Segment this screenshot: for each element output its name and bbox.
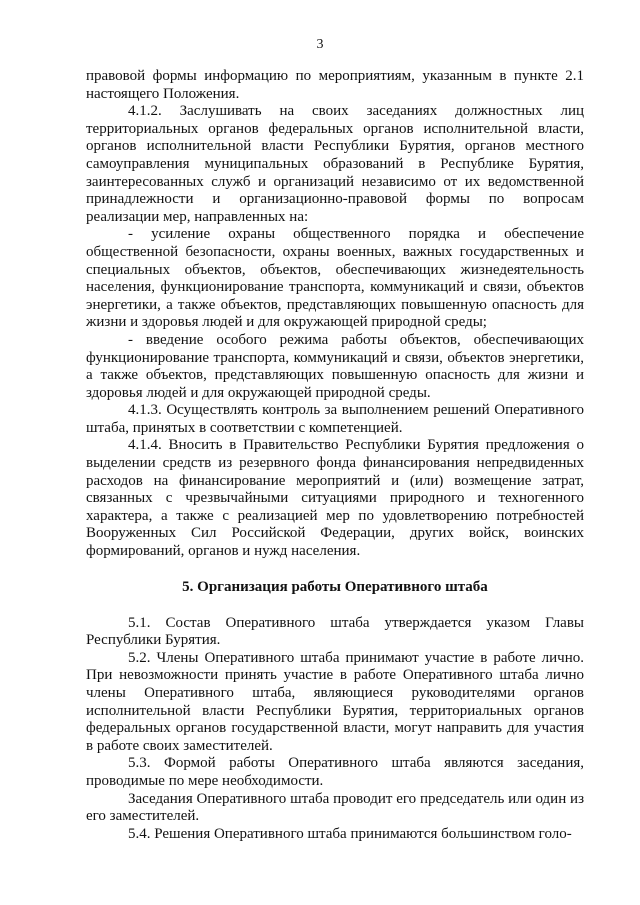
paragraph-continuation: правовой формы информацию по мероприятиям, указанным в пункте 2.1 настоящего Положения.	[86, 68, 584, 102]
paragraph-5-1: 5.1. Состав Оперативного штаба утверждается указом Главы Республики Бурятия.	[86, 614, 584, 649]
paragraph-4-1-3: 4.1.3. Осуществлять контроль за выполнением решений Оперативного штаба, принятых в соответствии с компетенцией.	[86, 402, 584, 436]
paragraph-4-1-4: 4.1.4. Вносить в Правительство Республики Бурятия предложения о выделении средств из резервного фонда финансирования непредвиденных расходов на финансирование мероприятий и (или) возмещение затрат, связанных с чрезвычайными ситуациями природного и техногенного характера, а также с реализацией мер по удовлетворению потребностей Вооруженных Сил Российской Федерации, других войск, воинских формирований, органов и нужд населения.	[86, 437, 584, 560]
paragraph-5-3: 5.3. Формой работы Оперативного штаба являются заседания, проводимые по мере необходимости.	[86, 755, 584, 789]
section-heading: 5. Организация работы Оперативного штаба	[182, 578, 488, 595]
document-body	[86, 68, 584, 843]
paragraph-bullet-security: - усиление охраны общественного порядка и обеспечение общественной безопасности, охраны военных, важных государственных и специальных объектов, объектов, обеспечивающих жизнедеятельность населения, функционирование транспорта, коммуникаций и связи, объектов энергетики, а также объектов, представляющих повышенную опасность для жизни и здоровья людей и для окружающей природной среды;	[86, 226, 584, 331]
paragraph-bullet-special-regime: - введение особого режима работы объектов, обеспечивающих функционирование транспорта, коммуникаций и связи, объектов энергетики, а также объектов, представляющих повышенную опасность для жизни и здоровья людей и для окружающей природной среды.	[86, 331, 584, 401]
paragraph-4-1-2: 4.1.2. Заслушивать на своих заседаниях должностных лиц территориальных органов федеральных органов исполнительной власти, органов исполнительной власти Республики Бурятия, органов местного самоуправления муниципальных образований в Республике Бурятия, заинтересованных служб и организаций независимо от их ведомственной принадлежности и организационно-правовой формы по вопросам реализации мер, направленных на:	[86, 103, 584, 225]
paragraph-5-2: 5.2. Члены Оперативного штаба принимают участие в работе лично. При невозможности принять участие в работе Оперативного штаба лично члены Оперативного штаба, являющиеся руководителями органов исполнительной власти Республики Бурятия, территориальных органов федеральных органов государственной власти, могут направить для участия в работе своих заместителей.	[86, 649, 584, 754]
paragraph-5-4: 5.4. Решения Оперативного штаба принимаются большинством голо-	[128, 825, 572, 842]
paragraph-meetings: Заседания Оперативного штаба проводит его председатель или один из его заместителей.	[86, 790, 584, 825]
page-number: 3	[316, 37, 324, 52]
